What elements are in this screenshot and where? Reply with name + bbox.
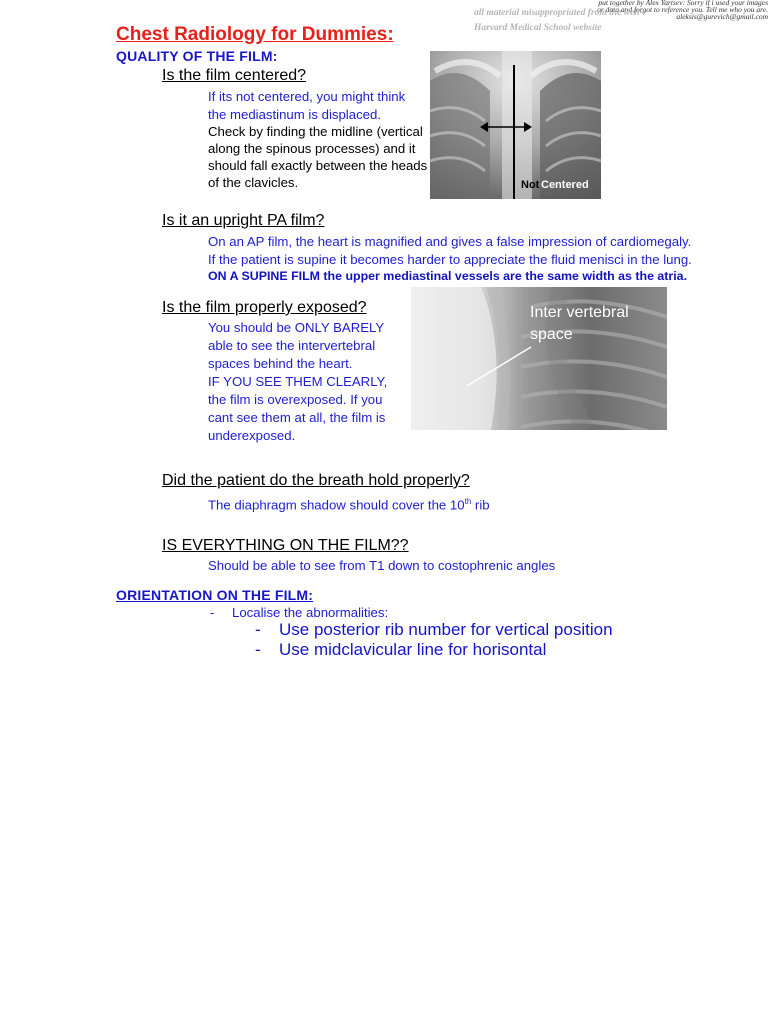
- exposed-line: the film is overexposed. If you: [208, 392, 383, 407]
- centered-black-line: of the clavicles.: [208, 175, 299, 190]
- credit-line-2: or data and forgot to reference you. Tell me who you are.: [597, 5, 768, 14]
- centered-blue-line: If its not centered, you might think: [208, 89, 406, 104]
- breath-text-end: rib: [471, 497, 490, 513]
- breath-text: [208, 493, 490, 514]
- upright-bold-line: ON A SUPINE FILM the upper mediastinal vessels are the same width as the atria.: [208, 269, 688, 283]
- xray-label-intervertebral: Inter vertebral: [530, 304, 629, 321]
- watermark-line-1: all material misappropriated from the well-r: [474, 8, 647, 18]
- question-centered: Is the film centered?: [162, 67, 307, 84]
- xray-label-not: Not: [521, 179, 540, 191]
- upright-line: If the patient is supine it becomes harder to appreciate the fluid menisci in the lung.: [208, 252, 692, 267]
- orientation-item-horizontal: Use midclavicular line for horisontal: [279, 640, 547, 659]
- exposed-line: cant see them at all, the film is: [208, 410, 386, 425]
- credit-line-3: aleksis@gurevich@gmail.com: [676, 12, 768, 21]
- orientation-bullet: -: [210, 605, 215, 620]
- centered-black-line: should fall exactly between the heads: [208, 158, 428, 173]
- question-breath-hold: Did the patient do the breath hold properly?: [162, 472, 470, 489]
- exposed-line: You should be ONLY BARELY: [208, 320, 385, 335]
- orientation-localise: Localise the abnormalities:: [232, 605, 389, 620]
- page-title: Chest Radiology for Dummies:: [116, 24, 394, 45]
- upright-line: On an AP film, the heart is magnified and gives a false impression of cardiomegaly.: [208, 234, 692, 249]
- everything-text: Should be able to see from T1 down to costophrenic angles: [208, 558, 556, 573]
- centered-blue-line: the mediastinum is displaced.: [208, 107, 381, 122]
- exposed-line: spaces behind the heart.: [208, 356, 353, 371]
- xray-label-space: space: [530, 326, 573, 343]
- orientation-sub-bullet: -: [255, 640, 261, 659]
- question-everything: IS EVERYTHING ON THE FILM??: [162, 537, 409, 554]
- centered-black-line: Check by finding the midline (vertical: [208, 124, 423, 139]
- xray-not-centered-image: [430, 51, 601, 199]
- orientation-item-vertical: Use posterior rib number for vertical position: [279, 620, 613, 639]
- centered-black-line: along the spinous processes) and it: [208, 141, 416, 156]
- breath-text-main: The diaphragm shadow should cover the 10: [208, 497, 465, 513]
- section-orientation-heading: ORIENTATION ON THE FILM:: [116, 587, 314, 603]
- exposed-line: able to see the intervertebral: [208, 338, 376, 353]
- question-upright: Is it an upright PA film?: [162, 212, 325, 229]
- xray-label-centered: Centered: [541, 179, 589, 191]
- exposed-line: IF YOU SEE THEM CLEARLY,: [208, 374, 388, 389]
- section-quality-heading: QUALITY OF THE FILM:: [116, 48, 278, 64]
- credit-line-1: put together by Alex Yartsev: Sorry if i used your images: [598, 0, 768, 7]
- orientation-sub-bullet: -: [255, 620, 261, 639]
- breath-text-sup: th: [464, 497, 472, 506]
- watermark-line-2: Harvard Medical School website: [474, 23, 602, 33]
- xray-intervertebral-image: [411, 287, 667, 430]
- exposed-line: underexposed.: [208, 428, 296, 443]
- question-exposed: Is the film properly exposed?: [162, 299, 367, 316]
